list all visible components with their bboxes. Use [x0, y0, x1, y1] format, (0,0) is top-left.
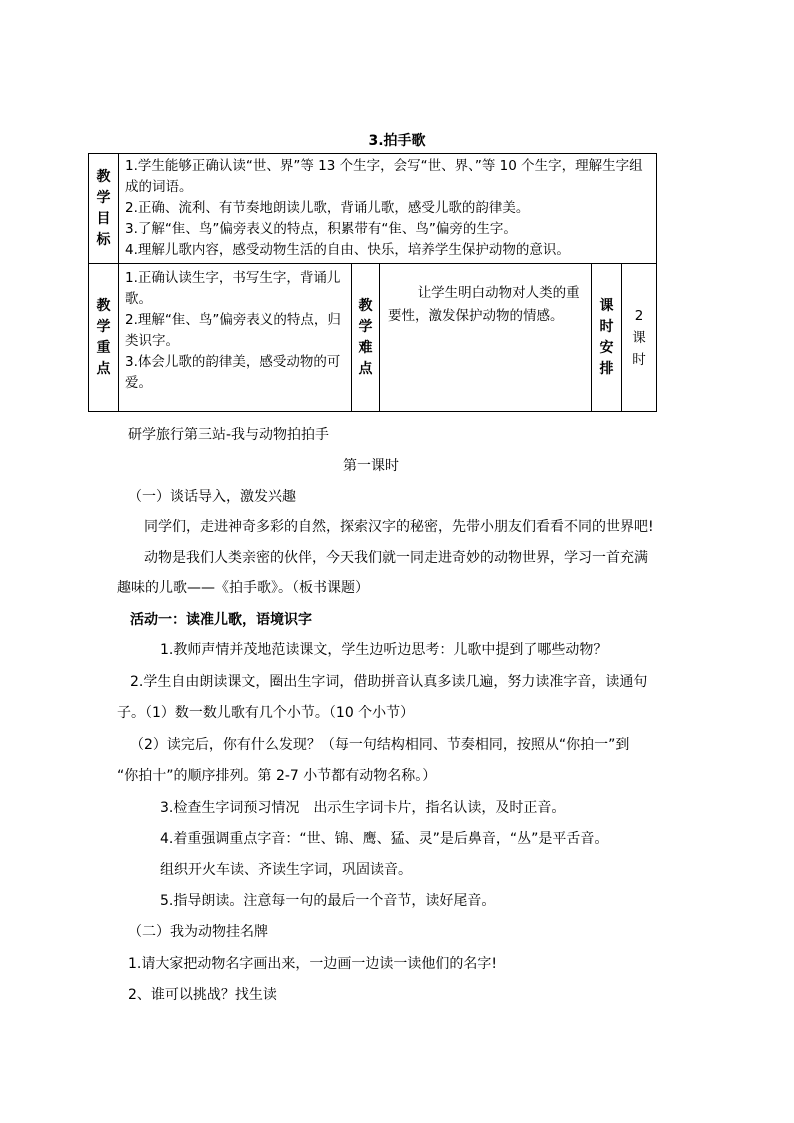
keys-label: 教 学 重 点 [89, 264, 119, 412]
step: 1.教师声情并茂地范读课文，学生边听边思考：儿歌中提到了哪些动物？ [160, 642, 608, 658]
key-item: 2.理解“隹、鸟”偏旁表义的特点，归类识字。 [125, 312, 341, 349]
station-heading: 研学旅行第三站-我与动物拍拍手 [128, 427, 330, 443]
lesson-period: 第一课时 [343, 458, 399, 474]
step: 4.着重强调重点字音：“世、锦、鹰、猛、灵”是后鼻音，“丛”是平舌音。 [160, 831, 609, 847]
difficulty-cell [380, 264, 592, 412]
section-heading: （一）谈话导入，激发兴趣 [128, 489, 296, 505]
goal-item: 2.正确、流利、有节奏地朗读儿歌，背诵儿歌，感受儿歌的韵律美。 [125, 200, 530, 216]
key-item: 1.正确认读生字，书写生字，背诵儿歌。 [125, 270, 341, 307]
step: 组织开火车读、齐读生字词，巩固读音。 [160, 862, 412, 878]
step: 子。（1）数一数儿歌有几个小节。（10 个小节） [117, 705, 415, 721]
lesson-title: 3.拍手歌 [368, 133, 426, 149]
step: （2）读完后，你有什么发现？（每一句结构相同、节奏相同，按照从“你拍一”到 [130, 737, 630, 753]
activity-heading: 活动一：读准儿歌，语境识字 [130, 612, 312, 628]
paragraph: 趣味的儿歌——《拍手歌》。（板书课题） [117, 580, 369, 596]
step: 3.检查生字词预习情况 出示生字词卡片，指名认读，及时正音。 [160, 800, 566, 816]
keys-cell [119, 264, 352, 412]
goals-row [89, 154, 657, 264]
goal-item: 4.理解儿歌内容，感受动物生活的自由、快乐，培养学生保护动物的意识。 [125, 242, 570, 258]
goals-cell [119, 154, 657, 264]
schedule-label: 课 时 安 排 [592, 264, 622, 412]
difficulty-label: 教 学 难 点 [352, 264, 380, 412]
section-heading: （二）我为动物挂名牌 [128, 924, 268, 940]
keys-row [89, 264, 657, 412]
step: 2.学生自由朗读课文，圈出生字词，借助拼音认真多读几遍，努力读准字音，读通句 [130, 674, 648, 690]
difficulty-text: 让学生明白动物对人类的重要性，激发保护动物的情感。 [388, 285, 580, 324]
goal-item: 1.学生能够正确认读“世、界”等 13 个生字，会写“世、界、”等 10 个生字，理解生字组成的词语。 [125, 158, 643, 195]
paragraph: 同学们，走进神奇多彩的自然，探索汉字的秘密，先带小朋友们看看不同的世界吧! [144, 519, 654, 535]
goals-label: 教 学 目 标 [89, 154, 119, 264]
goal-item: 3.了解“隹、鸟”偏旁表义的特点，积累带有“隹、鸟”偏旁的生字。 [125, 221, 517, 237]
step: 5.指导朗读。注意每一句的最后一个音节，读好尾音。 [160, 893, 496, 909]
step: “你拍十”的顺序排列。第 2-7 小节都有动物名称。） [117, 768, 437, 784]
lesson-plan-table [88, 153, 657, 412]
paragraph: 动物是我们人类亲密的伙伴，今天我们就一同走进奇妙的动物世界，学习一首充满 [144, 550, 648, 566]
schedule-value: 2 课 时 [622, 264, 657, 412]
step: 1.请大家把动物名字画出来，一边画一边读一读他们的名字! [128, 956, 497, 972]
key-item: 3.体会儿歌的韵律美，感受动物的可爱。 [125, 354, 341, 391]
step: 2、谁可以挑战？找生读 [128, 987, 277, 1003]
